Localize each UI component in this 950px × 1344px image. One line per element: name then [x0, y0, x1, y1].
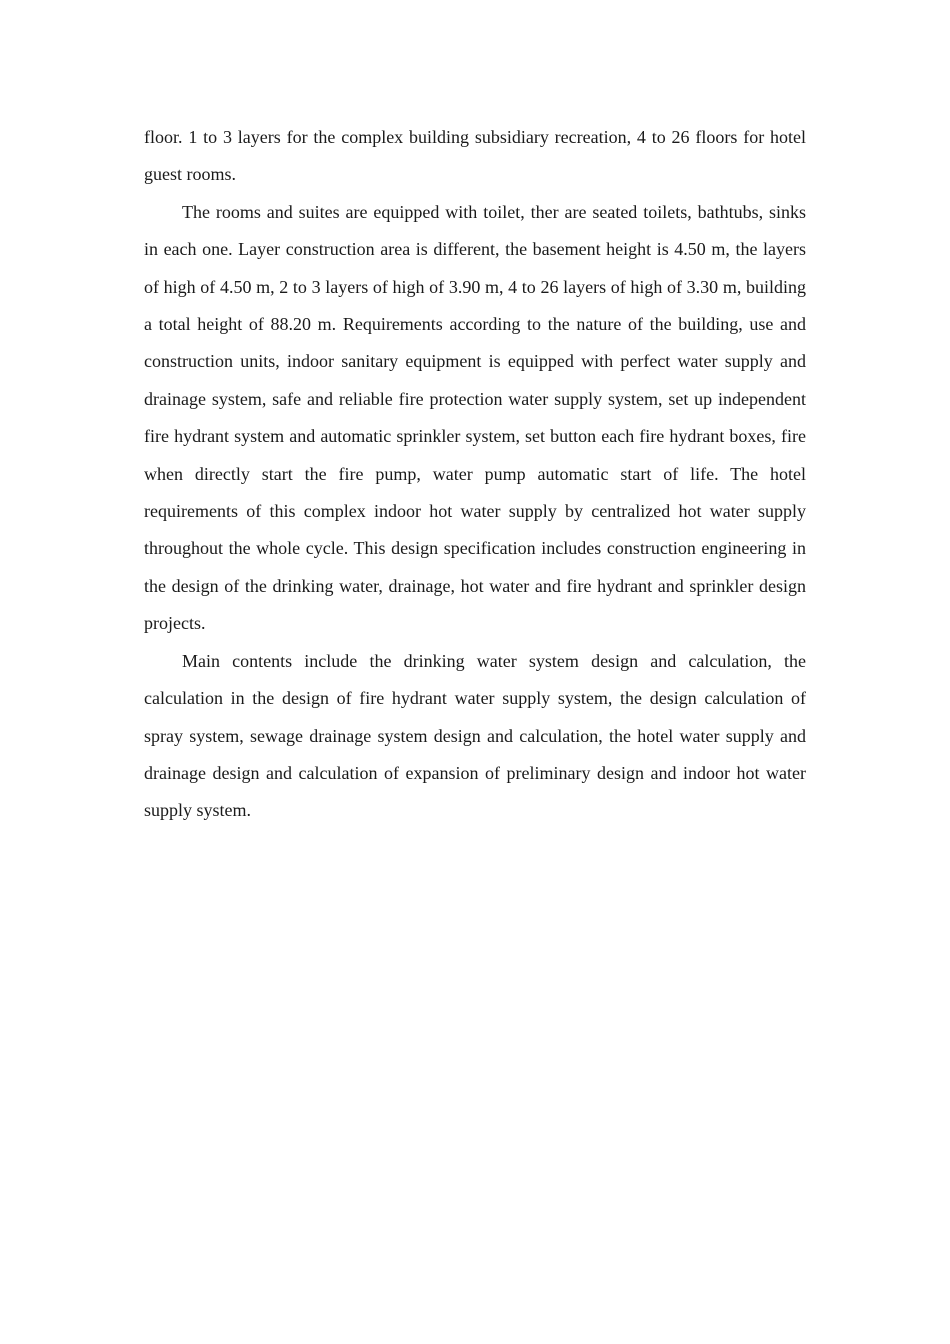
- document-body: [144, 119, 806, 830]
- paragraph-continuation: floor. 1 to 3 layers for the complex building subsidiary recreation, 4 to 26 floors for hotel guest rooms.: [144, 127, 806, 185]
- paragraph-building-description: The rooms and suites are equipped with toilet, ther are seated toilets, bathtubs, sinks in each one. Layer construction area is different, the basement height is 4.50 m, the layers of high of 4.50 m, 2 to 3 layers of high of 3.90 m, 4 to 26 layers of high of 3.30 m, building a total height of 88.20 m. Requirements according to the nature of the building, use and construction units, indoor sanitary equipment is equipped with perfect water supply and drainage system, safe and reliable fire protection water supply system, set up independent fire hydrant system and automatic sprinkler system, set button each fire hydrant boxes, fire when directly start the fire pump, water pump automatic start of life. The hotel requirements of this complex indoor hot water supply by centralized hot water supply throughout the whole cycle. This design specification includes construction engineering in the design of the drinking water, drainage, hot water and fire hydrant and sprinkler design projects.: [144, 201, 806, 634]
- paragraph-main-contents: Main contents include the drinking water system design and calculation, the calculation in the design of fire hydrant water supply system, the design calculation of spray system, sewage drainage system design and calculation, the hotel water supply and drainage design and calculation of expansion of preliminary design and indoor hot water supply system.: [144, 650, 806, 821]
